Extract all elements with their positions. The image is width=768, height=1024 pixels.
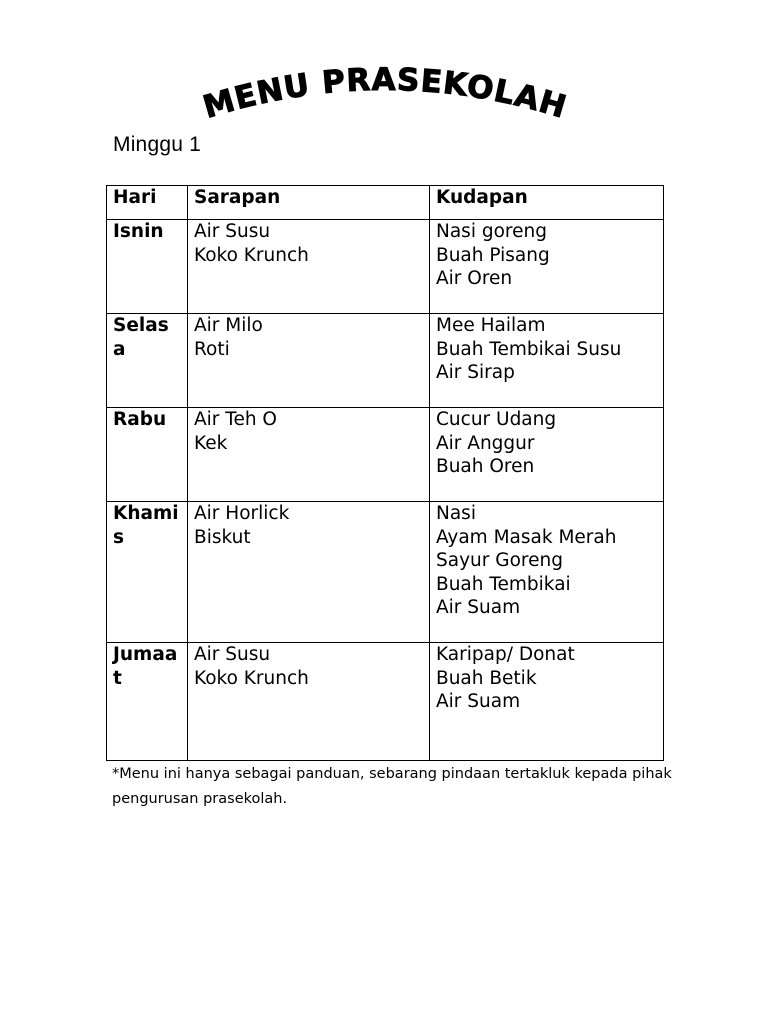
sarapan-item: Kek: [194, 432, 228, 454]
day-cell: Jumaat: [107, 643, 188, 761]
kudapan-item: Buah Pisang: [436, 244, 550, 266]
day-cell: Isnin: [107, 220, 188, 314]
sarapan-item: Air Susu: [194, 644, 271, 665]
footnote: *Menu ini hanya sebagai panduan, sebarang pindaan tertakluk kepada pihak pengurusan prasekolah.: [112, 766, 672, 807]
kudapan-item: Cucur Udang: [436, 409, 557, 430]
sarapan-cell: [188, 408, 430, 502]
kudapan-item: Nasi goreng: [436, 221, 547, 242]
day-cell: Khamis: [107, 502, 188, 643]
page-title-text: MENU PRASEKOLAH: [199, 66, 571, 126]
sarapan-item: Biskut: [194, 526, 251, 548]
sarapan-item: Air Milo: [194, 315, 263, 336]
kudapan-cell: [430, 502, 664, 643]
sarapan-item: Air Teh O: [194, 409, 277, 430]
sarapan-item: Air Horlick: [194, 503, 290, 524]
kudapan-item: Karipap/ Donat: [436, 644, 575, 665]
sarapan-cell: [188, 643, 430, 761]
kudapan-item: Mee Hailam: [436, 315, 546, 336]
kudapan-item: Air Sirap: [436, 362, 515, 383]
kudapan-item: Air Suam: [436, 691, 521, 712]
kudapan-item: Air Anggur: [436, 432, 535, 454]
kudapan-item: Buah Betik: [436, 667, 537, 689]
svg-text:MENU PRASEKOLAH: [199, 66, 571, 126]
kudapan-cell: [430, 220, 664, 314]
kudapan-item: Air Oren: [436, 268, 513, 289]
header-hari: Hari: [107, 186, 188, 220]
sarapan-item: Koko Krunch: [194, 244, 309, 266]
table-row: [107, 314, 664, 408]
sarapan-item: Roti: [194, 338, 230, 360]
kudapan-item: Ayam Masak Merah: [436, 526, 617, 548]
table-header-row: [107, 186, 664, 220]
kudapan-cell: [430, 408, 664, 502]
day-cell: Selasa: [107, 314, 188, 408]
table-row: [107, 502, 664, 643]
day-cell: Rabu: [107, 408, 188, 502]
header-sarapan: Sarapan: [188, 186, 430, 220]
kudapan-item: Buah Tembikai Susu: [436, 338, 622, 360]
kudapan-cell: [430, 314, 664, 408]
kudapan-item: Buah Oren: [436, 456, 535, 477]
kudapan-cell: [430, 643, 664, 761]
kudapan-item: Sayur Goreng: [436, 550, 563, 571]
week-label: Minggu 1: [113, 133, 201, 156]
page-title: [180, 66, 590, 146]
sarapan-cell: [188, 314, 430, 408]
table-row: [107, 220, 664, 314]
kudapan-item: Air Suam: [436, 597, 521, 618]
header-kudapan: Kudapan: [430, 186, 664, 220]
sarapan-cell: [188, 220, 430, 314]
kudapan-item: Buah Tembikai: [436, 573, 571, 595]
kudapan-item: Nasi: [436, 503, 476, 524]
sarapan-item: Air Susu: [194, 221, 271, 242]
sarapan-cell: [188, 502, 430, 643]
table-row: [107, 408, 664, 502]
menu-table: [106, 185, 664, 761]
sarapan-item: Koko Krunch: [194, 667, 309, 689]
table-row: [107, 643, 664, 761]
